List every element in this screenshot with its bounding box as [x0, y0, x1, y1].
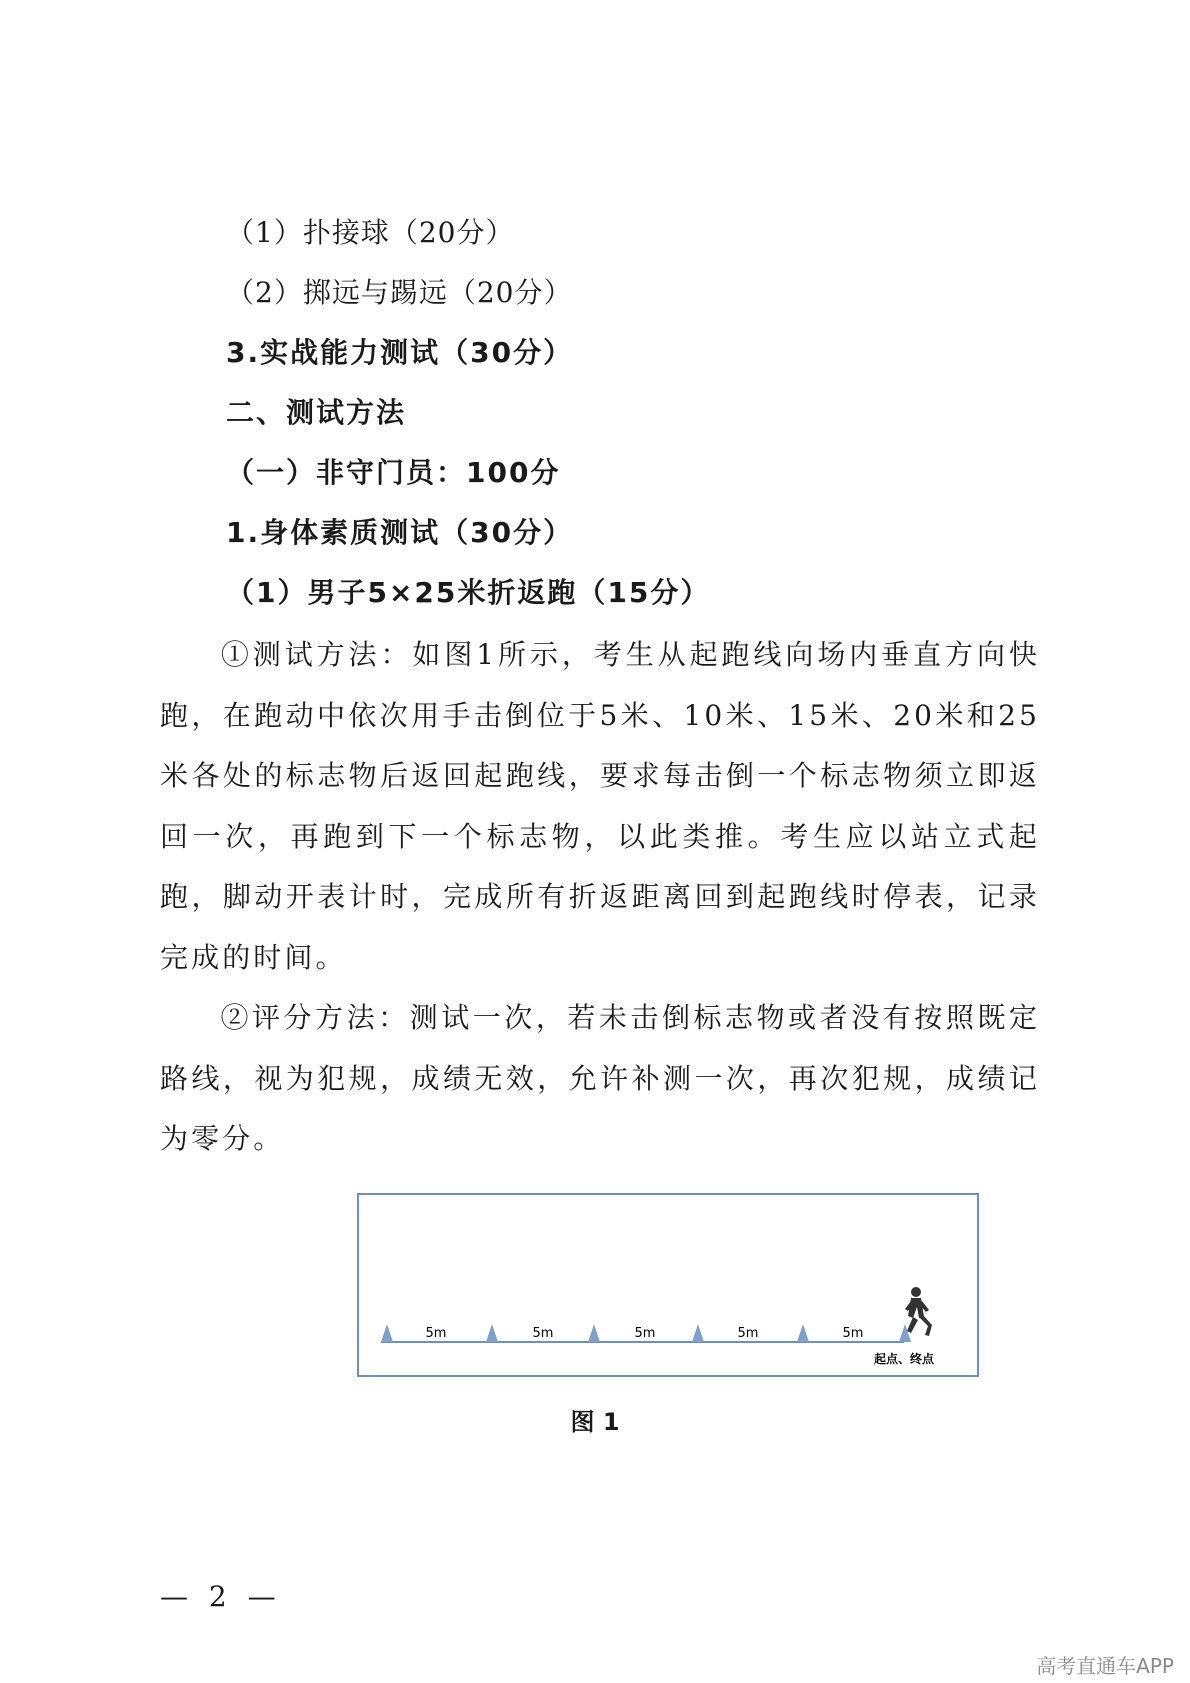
- figure-caption: 图 1: [570, 1408, 620, 1436]
- segment-label: 5m: [532, 1326, 554, 1341]
- shuttle-run-figure: [357, 1193, 979, 1377]
- segment-label: 5m: [842, 1326, 864, 1341]
- cone-marker: [692, 1324, 704, 1342]
- cone-marker: [588, 1324, 600, 1342]
- subsection-non-goalkeeper: （一）非守门员：100分: [226, 456, 561, 489]
- item-combat-test: 3.实战能力测试（30分）: [226, 336, 574, 369]
- segment-label: 5m: [425, 1326, 447, 1341]
- segment-label: 5m: [634, 1326, 656, 1341]
- scoring-paragraph: [160, 988, 1040, 1170]
- subsection-physical-test: 1.身体素质测试（30分）: [226, 516, 574, 549]
- cone-marker: [797, 1324, 809, 1342]
- method-paragraph: [160, 625, 1040, 988]
- item-catch-ball: （1）扑接球（20分）: [226, 216, 515, 249]
- cone-marker: [381, 1324, 393, 1342]
- page-number: — 2 —: [160, 1580, 282, 1613]
- cone-marker: [486, 1324, 498, 1342]
- segment-label: 5m: [737, 1326, 759, 1341]
- runner-icon: [905, 1287, 932, 1336]
- section-test-methods: 二、测试方法: [226, 396, 407, 429]
- method-paragraph-text: ①测试方法：如图1所示，考生从起跑线向场内垂直方向快跑，在跑动中依次用手击倒位于5米、10米、15米、20米和25米各处的标志物后返回起跑线，要求每击倒一个标志物须立即返回一次，再跑到下一个标志物，以此类推。考生应以站立式起跑，脚动开表计时，完成所有折返距离回到起跑线时停表，记录完成的时间。: [160, 638, 1040, 974]
- subsection-shuttle-run: （1）男子5×25米折返跑（15分）: [226, 576, 711, 609]
- shuttle-run-diagram: [359, 1195, 977, 1375]
- scoring-paragraph-text: ②评分方法：测试一次，若未击倒标志物或者没有按照既定路线，视为犯规，成绩无效，允许补测一次，再次犯规，成绩记为零分。: [160, 1001, 1040, 1155]
- item-throw-kick: （2）掷远与踢远（20分）: [226, 276, 573, 309]
- watermark: 高考直通车APP: [1036, 1654, 1174, 1678]
- start-end-label: 起点、终点: [873, 1352, 934, 1366]
